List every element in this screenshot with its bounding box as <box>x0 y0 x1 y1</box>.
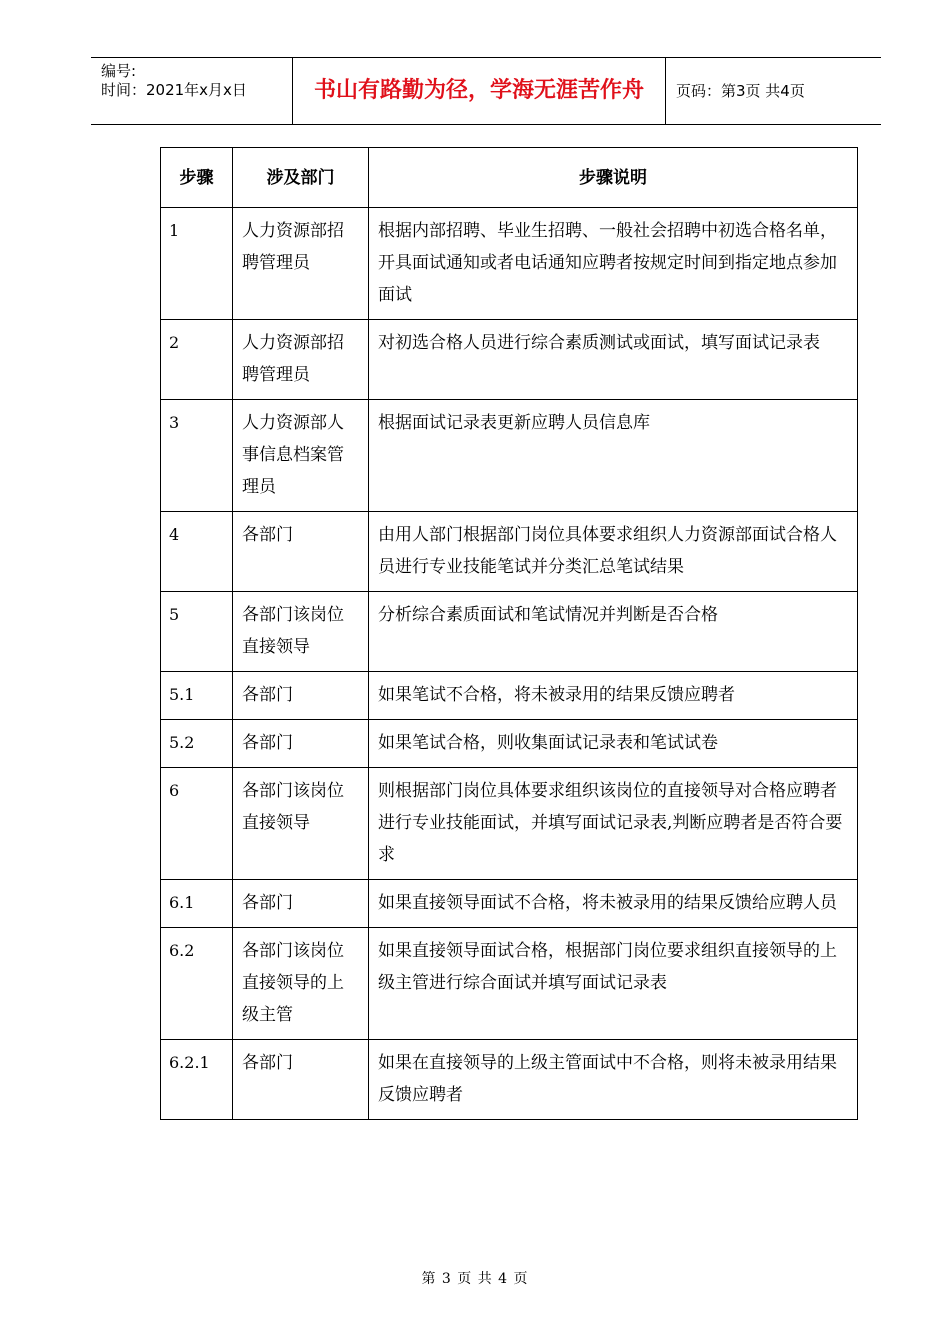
header-desc: 步骤说明 <box>369 148 858 208</box>
table-row <box>161 720 858 768</box>
table-row <box>161 592 858 672</box>
step-cell: 6 <box>161 768 233 880</box>
table-body <box>161 208 858 1120</box>
table-row <box>161 928 858 1040</box>
table-row <box>161 1040 858 1120</box>
desc-cell: 根据面试记录表更新应聘人员信息库 <box>369 400 858 512</box>
header-meta <box>91 58 293 124</box>
dept-cell: 人力资源部招聘管理员 <box>233 208 369 320</box>
table-row <box>161 768 858 880</box>
desc-cell: 分析综合素质面试和笔试情况并判断是否合格 <box>369 592 858 672</box>
dept-cell: 各部门 <box>233 512 369 592</box>
desc-cell: 根据内部招聘、毕业生招聘、一般社会招聘中初选合格名单，开具面试通知或者电话通知应聘者按规定时间到指定地点参加面试 <box>369 208 858 320</box>
desc-cell: 如果在直接领导的上级主管面试中不合格，则将未被录用结果反馈应聘者 <box>369 1040 858 1120</box>
step-cell: 6.2.1 <box>161 1040 233 1120</box>
header-step: 步骤 <box>161 148 233 208</box>
desc-cell: 如果笔试合格，则收集面试记录表和笔试试卷 <box>369 720 858 768</box>
page-footer: 第 3 页 共 4 页 <box>421 1271 529 1287</box>
dept-cell: 各部门该岗位直接领导的上级主管 <box>233 928 369 1040</box>
dept-cell: 各部门该岗位直接领导 <box>233 592 369 672</box>
table-row <box>161 400 858 512</box>
table-row <box>161 880 858 928</box>
header-motto: 书山有路勤为径，学海无涯苦作舟 <box>293 58 666 124</box>
desc-cell: 则根据部门岗位具体要求组织该岗位的直接领导对合格应聘者进行专业技能面试，并填写面试记录表,判断应聘者是否符合要求 <box>369 768 858 880</box>
table-row <box>161 320 858 400</box>
desc-cell: 对初选合格人员进行综合素质测试或面试，填写面试记录表 <box>369 320 858 400</box>
time-label: 时间：2021年x月x日 <box>101 81 247 99</box>
step-cell: 6.1 <box>161 880 233 928</box>
desc-cell: 如果直接领导面试合格，根据部门岗位要求组织直接领导的上级主管进行综合面试并填写面试记录表 <box>369 928 858 1040</box>
dept-cell: 各部门 <box>233 1040 369 1120</box>
desc-cell: 由用人部门根据部门岗位具体要求组织人力资源部面试合格人员进行专业技能笔试并分类汇总笔试结果 <box>369 512 858 592</box>
table-row <box>161 512 858 592</box>
dept-cell: 各部门 <box>233 880 369 928</box>
desc-cell: 如果笔试不合格，将未被录用的结果反馈应聘者 <box>369 672 858 720</box>
step-cell: 4 <box>161 512 233 592</box>
table-header-row <box>161 148 858 208</box>
table-row <box>161 208 858 320</box>
header-page-label: 页码：第3页 共4页 <box>676 82 805 100</box>
step-cell: 2 <box>161 320 233 400</box>
desc-cell: 如果直接领导面试不合格，将未被录用的结果反馈给应聘人员 <box>369 880 858 928</box>
dept-cell: 各部门 <box>233 720 369 768</box>
step-cell: 5.2 <box>161 720 233 768</box>
step-cell: 6.2 <box>161 928 233 1040</box>
code-label: 编号: <box>101 62 137 80</box>
dept-cell: 人力资源部人事信息档案管理员 <box>233 400 369 512</box>
dept-cell: 各部门该岗位直接领导 <box>233 768 369 880</box>
header-dept: 涉及部门 <box>233 148 369 208</box>
dept-cell: 各部门 <box>233 672 369 720</box>
dept-cell: 人力资源部招聘管理员 <box>233 320 369 400</box>
step-cell: 5 <box>161 592 233 672</box>
table-row <box>161 672 858 720</box>
step-cell: 1 <box>161 208 233 320</box>
step-cell: 5.1 <box>161 672 233 720</box>
step-cell: 3 <box>161 400 233 512</box>
page-header <box>91 57 881 125</box>
steps-table <box>160 147 858 1120</box>
